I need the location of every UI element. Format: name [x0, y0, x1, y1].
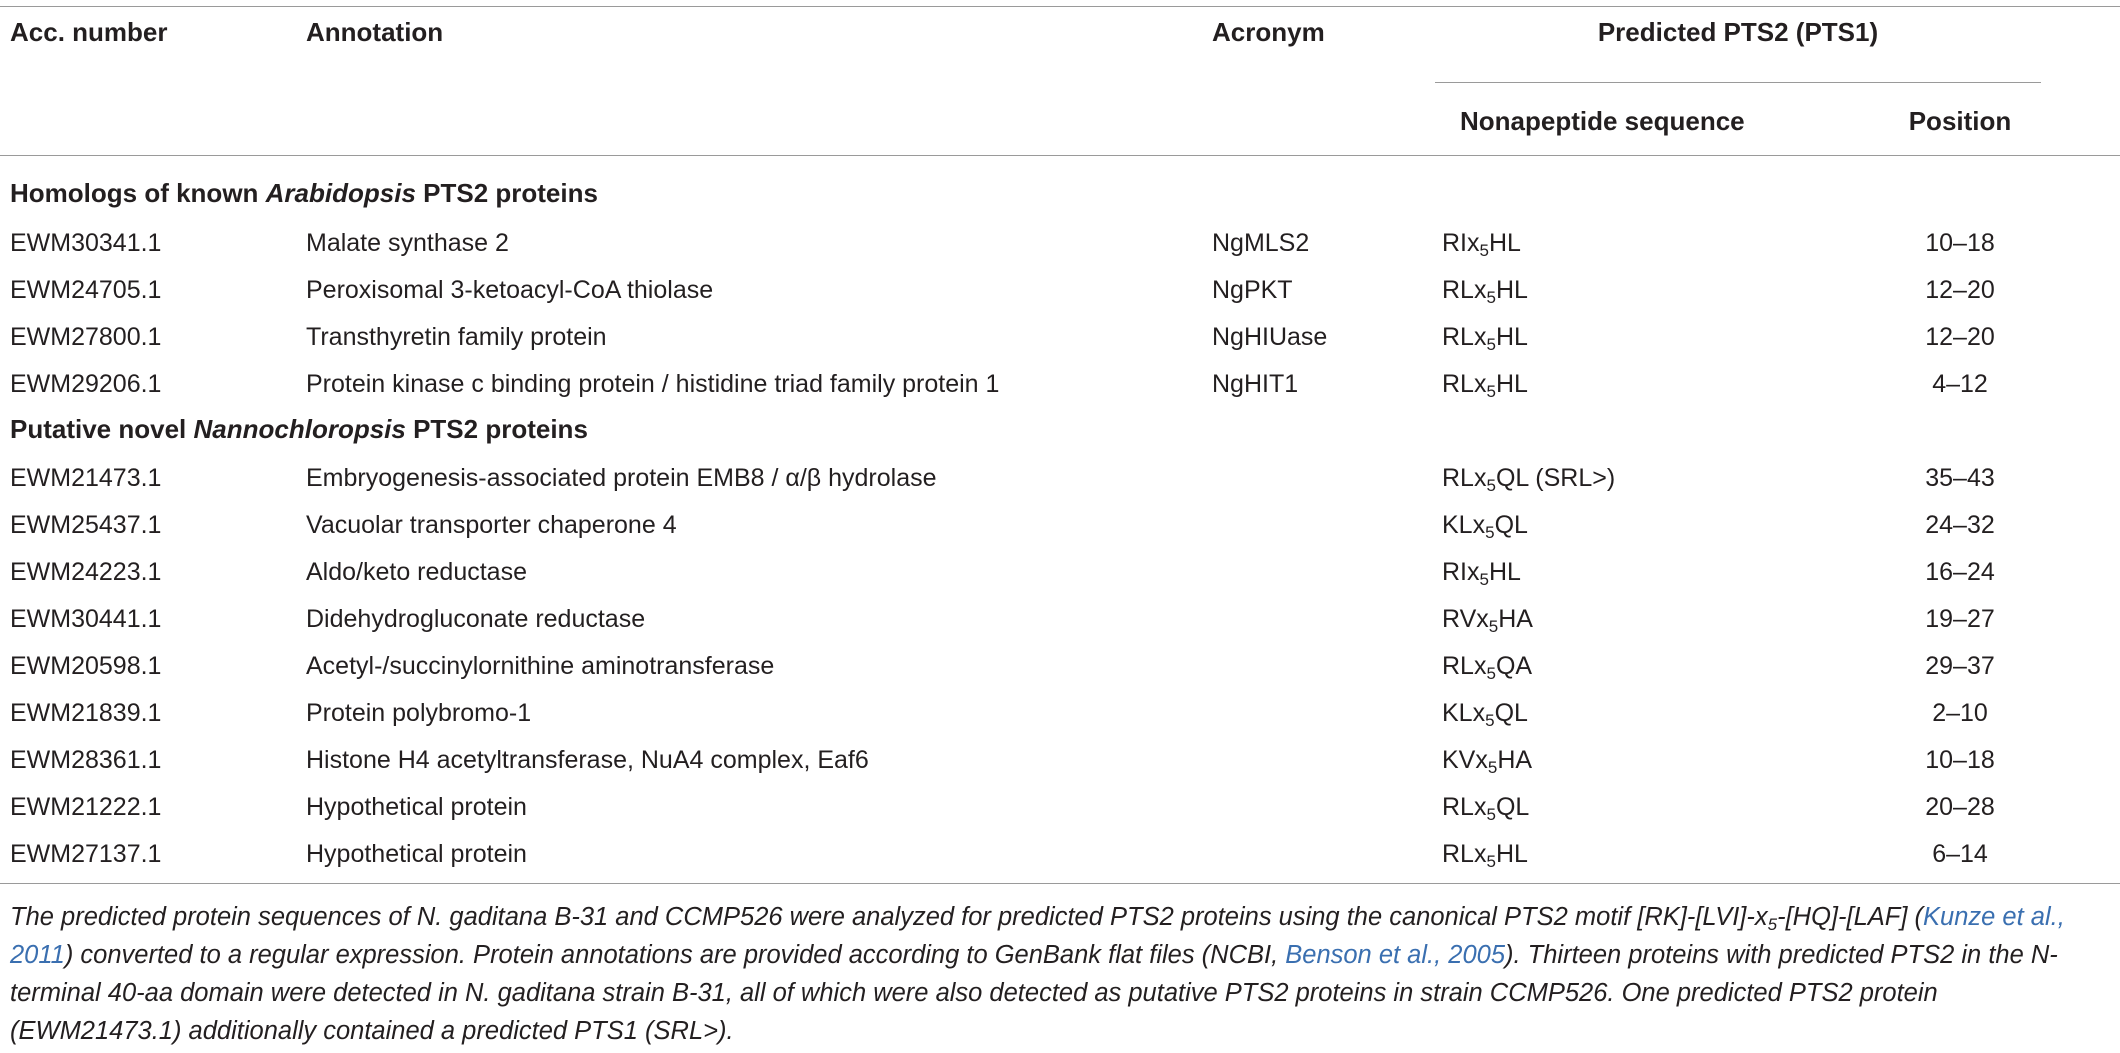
- annotation-cell: Protein polybromo-1: [306, 699, 532, 727]
- table-row: [0, 737, 2120, 784]
- annotation-cell: Protein kinase c binding protein / histidine triad family protein 1: [306, 370, 1000, 398]
- sequence-cell: [1442, 557, 1521, 587]
- annotation-cell: Embryogenesis-associated protein EMB8 / α/β hydrolase: [306, 464, 937, 492]
- sequence-suffix: HL: [1495, 370, 1528, 398]
- sequence-prefix: RLx: [1442, 840, 1487, 868]
- sequence-prefix: KVx: [1442, 746, 1488, 774]
- footnote-text: ) converted to a regular expression. Protein annotations are provided according to GenBank flat files (NCBI,: [64, 941, 1286, 969]
- sequence-cell: [1442, 369, 1528, 399]
- section-title-homologs: [10, 178, 598, 208]
- sequence-prefix: RLx: [1442, 276, 1487, 304]
- position-cell: 12–20: [1925, 323, 1995, 351]
- sequence-prefix: RLx: [1442, 652, 1487, 680]
- sequence-subscript: 5: [1486, 805, 1496, 824]
- position-cell: 16–24: [1925, 558, 1995, 586]
- accession-cell: EWM29206.1: [10, 370, 162, 398]
- acronym-cell: NgMLS2: [1212, 229, 1310, 257]
- sequence-prefix: RLx: [1442, 323, 1487, 351]
- annotation-cell: Aldo/keto reductase: [306, 558, 527, 586]
- table-row: [0, 549, 2120, 596]
- sequence-cell: [1442, 510, 1528, 540]
- annotation-cell: Acetyl-/succinylornithine aminotransferase: [306, 652, 775, 680]
- sequence-prefix: RIx: [1442, 229, 1480, 257]
- table-row: [0, 502, 2120, 549]
- annotation-cell: Transthyretin family protein: [306, 323, 607, 351]
- annotation-cell: Vacuolar transporter chaperone 4: [306, 511, 677, 539]
- section-title-text: PTS2 proteins: [415, 178, 598, 208]
- position-cell: 20–28: [1925, 793, 1995, 821]
- sequence-prefix: KLx: [1442, 511, 1486, 539]
- position-cell: 12–20: [1925, 276, 1995, 304]
- section-title-text: Homologs of known: [10, 178, 266, 208]
- header-predicted-pts2: Predicted PTS2 (PTS1): [1597, 17, 1879, 47]
- table-row: [0, 831, 2120, 878]
- section-title-text: PTS2 proteins: [405, 414, 588, 444]
- accession-cell: EWM30441.1: [10, 605, 162, 633]
- accession-cell: EWM24705.1: [10, 276, 162, 304]
- section-title-genus: Arabidopsis: [265, 178, 416, 208]
- sequence-subscript: 5: [1486, 664, 1496, 683]
- acronym-cell: NgHIUase: [1212, 323, 1328, 351]
- table-row: [0, 643, 2120, 690]
- sequence-suffix: QL (SRL>): [1495, 464, 1616, 492]
- annotation-cell: Didehydrogluconate reductase: [306, 605, 646, 633]
- annotation-cell: Malate synthase 2: [306, 229, 509, 257]
- position-cell: 4–12: [1932, 370, 1988, 398]
- header-position: Position: [1908, 106, 2012, 136]
- acronym-cell: NgHIT1: [1212, 370, 1299, 398]
- header-acc-number: Acc. number: [10, 17, 168, 47]
- sequence-prefix: RLx: [1442, 370, 1487, 398]
- accession-cell: EWM27137.1: [10, 840, 162, 868]
- sequence-suffix: QL: [1495, 793, 1530, 821]
- table-row: [0, 784, 2120, 831]
- position-cell: 35–43: [1925, 464, 1995, 492]
- sequence-cell: [1442, 745, 1532, 775]
- accession-cell: EWM30341.1: [10, 229, 162, 257]
- sequence-suffix: HL: [1495, 323, 1528, 351]
- sequence-prefix: RVx: [1442, 605, 1489, 633]
- sequence-subscript: 5: [1486, 288, 1496, 307]
- sequence-subscript: 5: [1485, 711, 1495, 730]
- table-row: [0, 455, 2120, 502]
- table-row: [0, 361, 2120, 408]
- sequence-cell: [1442, 651, 1532, 681]
- citation-link[interactable]: Benson et al., 2005: [1285, 941, 1506, 969]
- sequence-prefix: RLx: [1442, 793, 1487, 821]
- sequence-subscript: 5: [1486, 335, 1496, 354]
- position-cell: 10–18: [1925, 746, 1995, 774]
- position-cell: 10–18: [1925, 229, 1995, 257]
- table-row: [0, 596, 2120, 643]
- sequence-subscript: 5: [1487, 758, 1498, 777]
- footnote-text: ). Thirteen proteins with predicted PTS2 in the N-terminal 40-aa domain were detected in N. gaditana strain B-31, all of which were also detected as putative PTS2 proteins in strain CCMP526. One predicted PTS2 protein (EWM21473.1) additionally contained a predicted PTS1 (SRL>).: [10, 941, 2058, 1045]
- table-row: [0, 220, 2120, 267]
- sequence-cell: [1442, 839, 1528, 869]
- sequence-prefix: KLx: [1442, 699, 1486, 727]
- header-annotation: Annotation: [306, 17, 444, 47]
- accession-cell: EWM28361.1: [10, 746, 162, 774]
- sequence-cell: [1442, 275, 1528, 305]
- sequence-subscript: 5: [1485, 523, 1495, 542]
- footnote-subscript: 5: [1767, 915, 1778, 934]
- sequence-subscript: 5: [1486, 476, 1496, 495]
- position-cell: 2–10: [1932, 699, 1988, 727]
- sequence-subscript: 5: [1479, 241, 1489, 260]
- sequence-suffix: QL: [1494, 699, 1528, 727]
- accession-cell: EWM25437.1: [10, 511, 162, 539]
- citation-link[interactable]: Kunze et al., 2011: [10, 903, 2065, 969]
- sequence-suffix: HL: [1488, 558, 1521, 586]
- sequence-suffix: HL: [1488, 229, 1521, 257]
- sequence-subscript: 5: [1486, 852, 1496, 871]
- sequence-suffix: HL: [1495, 840, 1528, 868]
- annotation-cell: Hypothetical protein: [306, 793, 527, 821]
- sequence-cell: [1442, 228, 1521, 258]
- annotation-cell: Hypothetical protein: [306, 840, 527, 868]
- header-acronym: Acronym: [1212, 17, 1325, 47]
- footnote-text: The predicted protein sequences of N. gaditana B-31 and CCMP526 were analyzed for predicted PTS2 proteins using the canonical PTS2 motif [RK]-[LVI]-x: [10, 903, 1768, 931]
- sequence-suffix: HL: [1495, 276, 1528, 304]
- sequence-cell: [1442, 322, 1528, 352]
- header-group-rule: [1435, 82, 2041, 83]
- section-title-novel: [10, 414, 588, 444]
- accession-cell: EWM21839.1: [10, 699, 162, 727]
- sequence-suffix: QA: [1495, 652, 1533, 680]
- annotation-cell: Histone H4 acetyltransferase, NuA4 complex, Eaf6: [306, 746, 869, 774]
- section-title-genus: Nannochloropsis: [193, 414, 406, 444]
- sequence-prefix: RLx: [1442, 464, 1487, 492]
- position-cell: 29–37: [1925, 652, 1995, 680]
- table-row: [0, 267, 2120, 314]
- sequence-subscript: 5: [1488, 617, 1499, 636]
- table-footnote: [10, 898, 2110, 1050]
- table-top-rule: [0, 6, 2120, 7]
- section-title-text: Putative novel: [10, 414, 194, 444]
- sequence-prefix: RIx: [1442, 558, 1480, 586]
- position-cell: 6–14: [1932, 840, 1988, 868]
- sequence-cell: [1442, 698, 1528, 728]
- accession-cell: EWM21473.1: [10, 464, 162, 492]
- acronym-cell: NgPKT: [1212, 276, 1293, 304]
- accession-cell: EWM20598.1: [10, 652, 162, 680]
- table-row: [0, 690, 2120, 737]
- annotation-cell: Peroxisomal 3-ketoacyl-CoA thiolase: [306, 276, 714, 304]
- header-bottom-rule: [0, 155, 2120, 156]
- sequence-cell: [1442, 463, 1615, 493]
- sequence-suffix: HA: [1497, 746, 1533, 774]
- sequence-subscript: 5: [1479, 570, 1489, 589]
- sequence-subscript: 5: [1486, 382, 1496, 401]
- table-row: [0, 314, 2120, 361]
- sequence-cell: [1442, 792, 1529, 822]
- sequence-cell: [1442, 604, 1533, 634]
- position-cell: 24–32: [1925, 511, 1995, 539]
- table-bottom-rule: [0, 883, 2120, 884]
- accession-cell: EWM24223.1: [10, 558, 162, 586]
- sequence-suffix: QL: [1494, 511, 1528, 539]
- position-cell: 19–27: [1925, 605, 1995, 633]
- sequence-suffix: HA: [1498, 605, 1533, 633]
- footnote-text: -[HQ]-[LAF] (: [1777, 903, 1924, 931]
- header-nonapeptide: Nonapeptide sequence: [1460, 106, 1745, 136]
- accession-cell: EWM27800.1: [10, 323, 162, 351]
- accession-cell: EWM21222.1: [10, 793, 162, 821]
